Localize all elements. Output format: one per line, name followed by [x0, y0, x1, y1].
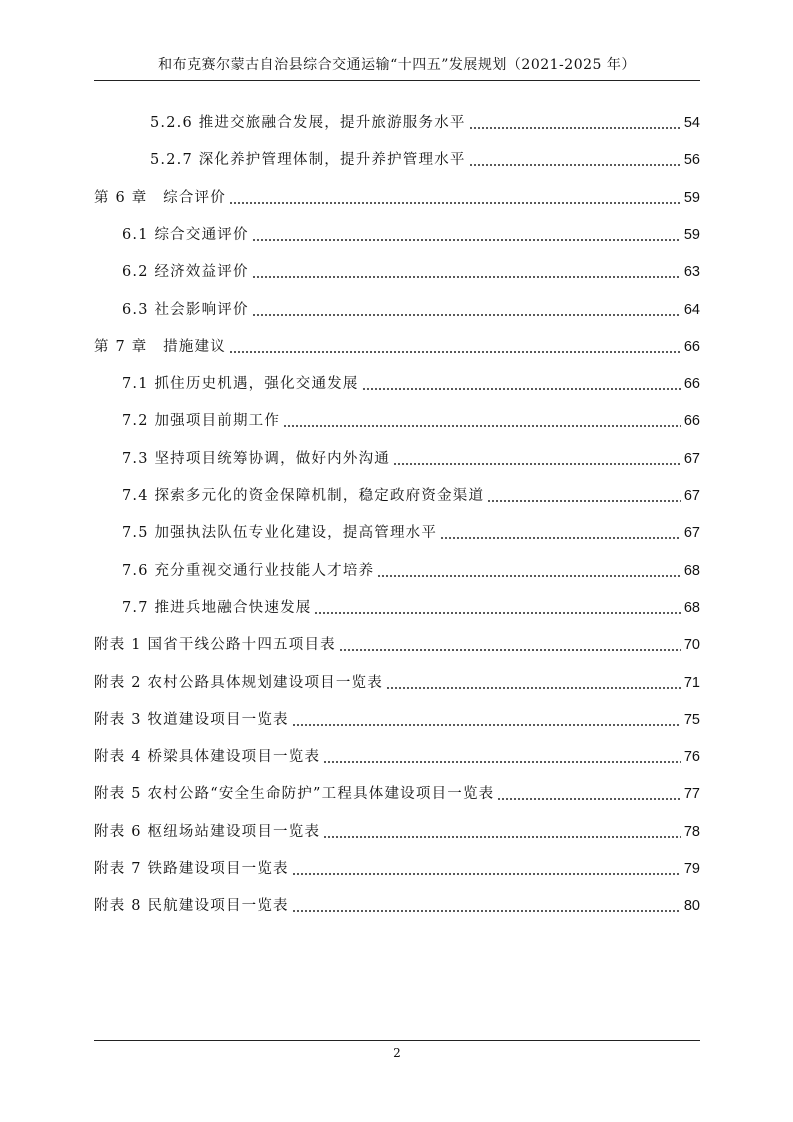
toc-dot-leader: [229, 202, 681, 204]
toc-dot-leader: [252, 276, 681, 278]
toc-entry[interactable]: [122, 559, 700, 583]
toc-entry-label: 附表 7 铁路建设项目一览表: [94, 861, 289, 877]
toc-entry[interactable]: [122, 521, 700, 545]
toc-entry-label: 7.4 探索多元化的资金保障机制，稳定政府资金渠道: [122, 488, 485, 504]
toc-entry-page: 66: [683, 338, 700, 355]
toc-entry-label: 附表 4 桥梁具体建设项目一览表: [94, 749, 321, 766]
toc-entry[interactable]: [122, 484, 700, 508]
toc-dot-leader: [386, 687, 681, 689]
toc-entry-page: 76: [683, 749, 700, 766]
toc-entry-label: 7.7 推进兵地融合快速发展: [122, 599, 312, 616]
toc-dot-leader: [229, 351, 681, 353]
toc-entry[interactable]: [150, 148, 700, 172]
toc-entry-label: 附表 8 民航建设项目一览表: [94, 898, 289, 915]
toc-dot-leader: [469, 127, 681, 129]
toc-entry-page: 67: [683, 450, 700, 467]
toc-entry[interactable]: [94, 745, 700, 769]
toc-entry[interactable]: [150, 111, 700, 135]
toc-entry[interactable]: [122, 447, 700, 471]
toc-entry-page: 75: [683, 711, 700, 728]
toc-entry-page: 54: [683, 115, 700, 131]
toc-entry[interactable]: [94, 335, 700, 359]
toc-entry-label: 第 7 章 措施建议: [94, 338, 226, 355]
toc-entry-page: 68: [683, 562, 700, 579]
toc-entry[interactable]: [94, 782, 700, 806]
toc-dot-leader: [469, 164, 681, 166]
toc-dot-leader: [497, 798, 680, 800]
toc-entry[interactable]: [122, 409, 700, 433]
toc-entry-label: 6.2 经济效益评价: [122, 264, 249, 281]
toc-dot-leader: [283, 425, 681, 427]
toc-dot-leader: [487, 500, 681, 502]
toc-entry-label: 7.6 充分重视交通行业技能人才培养: [122, 562, 375, 579]
toc-entry[interactable]: [122, 223, 700, 247]
toc-entry-page: 78: [683, 823, 700, 840]
toc-entry-label: 附表 5 农村公路“安全生命防护”工程具体建设项目一览表: [94, 786, 495, 803]
toc-entry[interactable]: [94, 186, 700, 210]
toc-dot-leader: [339, 649, 681, 651]
toc-entry-page: 68: [683, 599, 700, 616]
toc-entry-page: 59: [683, 189, 700, 206]
toc-dot-leader: [393, 463, 681, 465]
toc-entry[interactable]: [94, 633, 700, 657]
toc-entry-label: 5.2.7 深化养护管理体制，提升养护管理水平: [150, 152, 466, 169]
toc-entry-label: 5.2.6 推进交旅融合发展，提升旅游服务水平: [150, 115, 466, 131]
toc-entry-label: 第 6 章 综合评价: [94, 189, 226, 206]
toc-entry-page: 63: [683, 264, 700, 281]
toc-entry-label: 附表 3 牧道建设项目一览表: [94, 711, 289, 728]
toc-entry[interactable]: [94, 894, 700, 918]
toc-dot-leader: [314, 612, 680, 614]
toc-entry[interactable]: [122, 260, 700, 284]
toc-entry-label: 7.1 抓住历史机遇，强化交通发展: [122, 376, 359, 393]
toc-entry[interactable]: [94, 671, 700, 695]
toc-entry-page: 80: [683, 898, 700, 915]
toc-entry-page: 77: [683, 786, 700, 803]
toc-entry[interactable]: [94, 708, 700, 732]
toc-entry-page: 79: [683, 861, 700, 877]
toc-dot-leader: [292, 910, 681, 912]
page-number: 2: [393, 1046, 401, 1060]
toc-entry[interactable]: [122, 298, 700, 322]
toc-dot-leader: [292, 873, 681, 875]
footer-rule: [94, 1040, 700, 1041]
toc-entry-page: 66: [683, 413, 700, 430]
toc-entry-label: 6.3 社会影响评价: [122, 301, 249, 318]
toc-dot-leader: [323, 836, 681, 838]
toc-entry-label: 7.2 加强项目前期工作: [122, 413, 281, 430]
toc-entry-label: 附表 2 农村公路具体规划建设项目一览表: [94, 674, 383, 691]
toc-dot-leader: [292, 724, 681, 726]
toc-entry-page: 66: [683, 376, 700, 393]
toc-entry-page: 67: [683, 525, 700, 542]
toc-entry-label: 7.3 坚持项目统筹协调，做好内外沟通: [122, 450, 390, 467]
toc-dot-leader: [323, 761, 681, 763]
toc-dot-leader: [252, 239, 681, 241]
toc-dot-leader: [440, 537, 681, 539]
toc-entry-label: 6.1 综合交通评价: [122, 226, 249, 243]
toc-entry-label: 附表 1 国省干线公路十四五项目表: [94, 637, 336, 654]
toc-entry-page: 59: [683, 226, 700, 243]
toc-dot-leader: [252, 314, 681, 316]
toc-entry-page: 71: [683, 674, 700, 691]
toc-entry[interactable]: [122, 372, 700, 396]
toc-entry-page: 64: [683, 301, 700, 318]
toc-entry-label: 附表 6 枢纽场站建设项目一览表: [94, 823, 321, 840]
toc-entry-page: 70: [683, 637, 700, 654]
toc-entry-page: 67: [683, 488, 700, 504]
toc-dot-leader: [362, 388, 681, 390]
toc-dot-leader: [377, 575, 681, 577]
toc-entry-label: 7.5 加强执法队伍专业化建设，提高管理水平: [122, 525, 438, 542]
toc-entry-page: 56: [683, 152, 700, 169]
toc-entry[interactable]: [94, 820, 700, 844]
running-header: 和布克赛尔蒙古自治县综合交通运输“十四五”发展规划（2021-2025 年）: [158, 57, 636, 73]
toc-entry[interactable]: [122, 596, 700, 620]
toc-entry[interactable]: [94, 857, 700, 881]
